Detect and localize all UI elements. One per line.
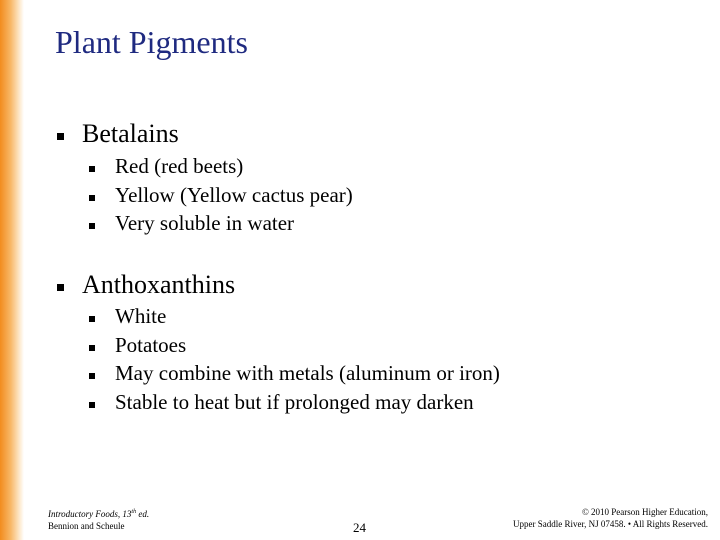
footer-authors: Bennion and Scheule [48,521,125,531]
bullet-square-icon [57,284,64,291]
footer-copyright: © 2010 Pearson Higher Education, Upper Saddle River, NJ 07458. • All Rights Reserved. [512,507,708,529]
section-heading-betalains: Betalains [82,119,179,148]
bullet-square-icon [89,223,95,229]
bullet-square-icon [89,195,95,201]
footer-book-info [48,508,149,532]
slide-title: Plant Pigments [55,24,248,60]
bullet-item: Very soluble in water [115,211,295,235]
bullet-item: Stable to heat but if prolonged may darken [115,390,474,414]
bullet-item: Potatoes [115,333,187,357]
bullet-item: White [115,304,167,328]
bullet-item: May combine with metals (aluminum or iron) [115,361,500,385]
bullet-square-icon [89,373,95,379]
decorative-side-bar [0,0,24,540]
footer-book-title: Introductory Foods, 13th ed. [48,509,150,519]
bullet-item: Red (red beets) [115,154,244,178]
bullet-square-icon [89,166,95,172]
bullet-square-icon [57,133,64,140]
page-number: 24 [353,520,366,535]
section-heading-anthoxanthins: Anthoxanthins [82,270,236,299]
bullet-square-icon [89,402,95,408]
bullet-square-icon [89,345,95,351]
bullet-square-icon [89,316,95,322]
bullet-item: Yellow (Yellow cactus pear) [115,183,353,207]
